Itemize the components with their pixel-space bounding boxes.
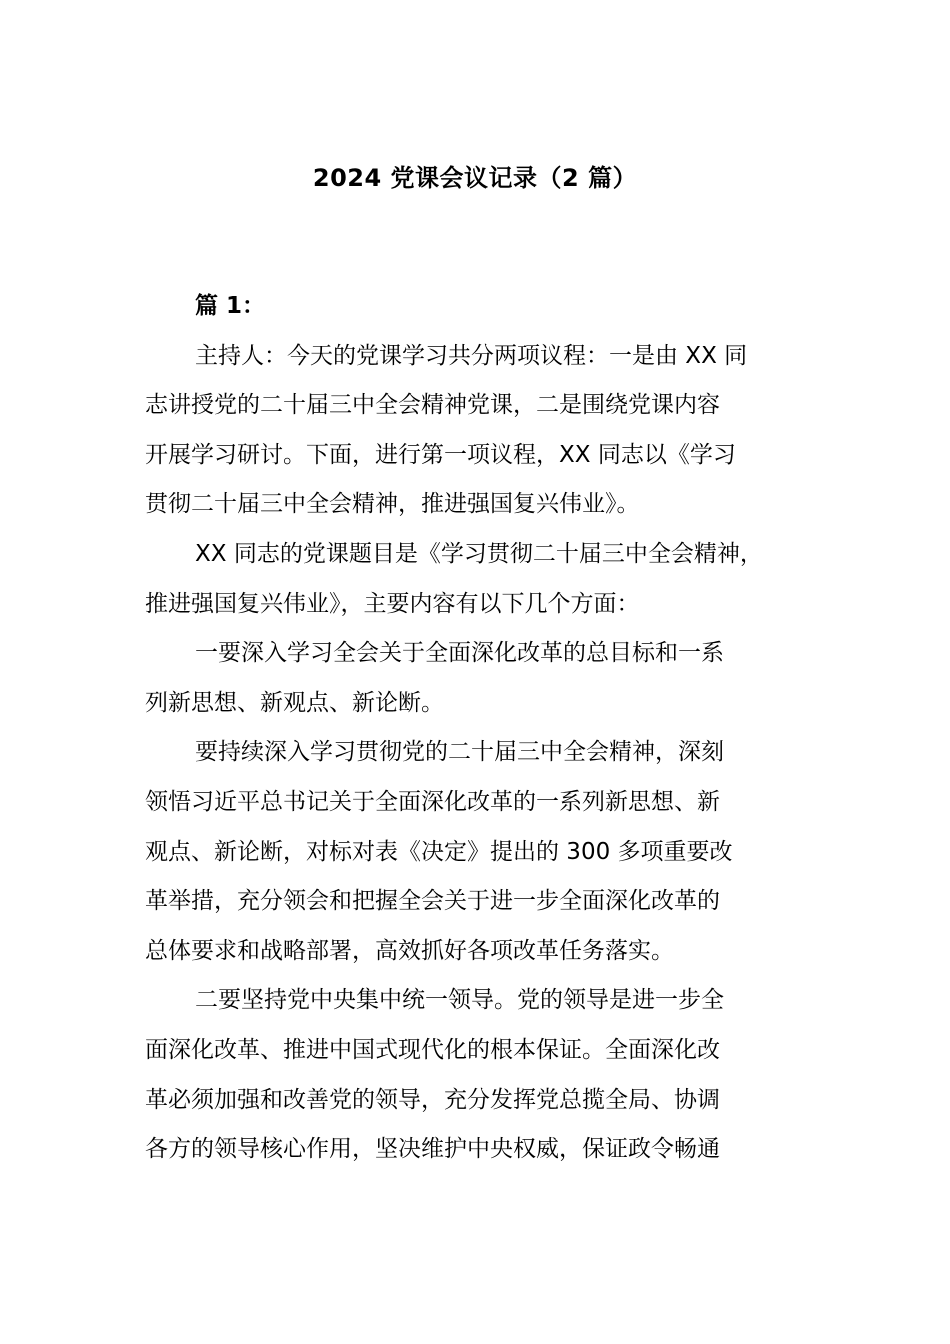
paragraph-line: 革必须加强和改善党的领导，充分发挥党总揽全局、协调 — [145, 1086, 720, 1113]
document-title: 2024 党课会议记录（2 篇） — [312, 164, 638, 192]
paragraph-line: 列新思想、新观点、新论断。 — [145, 689, 444, 716]
paragraph-line: 志讲授党的二十届三中全会精神党课，二是围绕党课内容 — [145, 392, 720, 419]
paragraph-line: 推进强国复兴伟业》，主要内容有以下几个方面： — [145, 590, 640, 617]
paragraph-line: 观点、新论断，对标对表《决定》提出的 300 多项重要改 — [145, 838, 733, 865]
paragraph-line: XX 同志的党课题目是《学习贯彻二十届三中全会精神， — [195, 540, 763, 567]
paragraph-line: 革举措，充分领会和把握全会关于进一步全面深化改革的 — [145, 888, 720, 915]
paragraph-line: 面深化改革、推进中国式现代化的根本保证。全面深化改 — [145, 1036, 720, 1063]
paragraph-line: 二要坚持党中央集中统一领导。党的领导是进一步全 — [195, 987, 724, 1014]
paragraph-line: 领悟习近平总书记关于全面深化改革的一系列新思想、新 — [145, 788, 720, 815]
paragraph-line: 开展学习研讨。下面，进行第一项议程，XX 同志以《学习 — [145, 441, 736, 468]
paragraph-line: 要持续深入学习贯彻党的二十届三中全会精神，深刻 — [195, 739, 724, 766]
paragraph-line: 总体要求和战略部署，高效抓好各项改革任务落实。 — [145, 937, 674, 964]
paragraph-line: 贯彻二十届三中全会精神，推进强国复兴伟业》。 — [145, 491, 640, 518]
document-body — [145, 282, 845, 1175]
paragraph-line: 各方的领导核心作用，坚决维护中央权威，保证政令畅通 — [145, 1136, 720, 1163]
section-heading: 篇 1： — [195, 293, 266, 319]
paragraph-line: 主持人：今天的党课学习共分两项议程：一是由 XX 同 — [195, 342, 748, 369]
paragraph-line: 一要深入学习全会关于全面深化改革的总目标和一系 — [195, 640, 724, 667]
